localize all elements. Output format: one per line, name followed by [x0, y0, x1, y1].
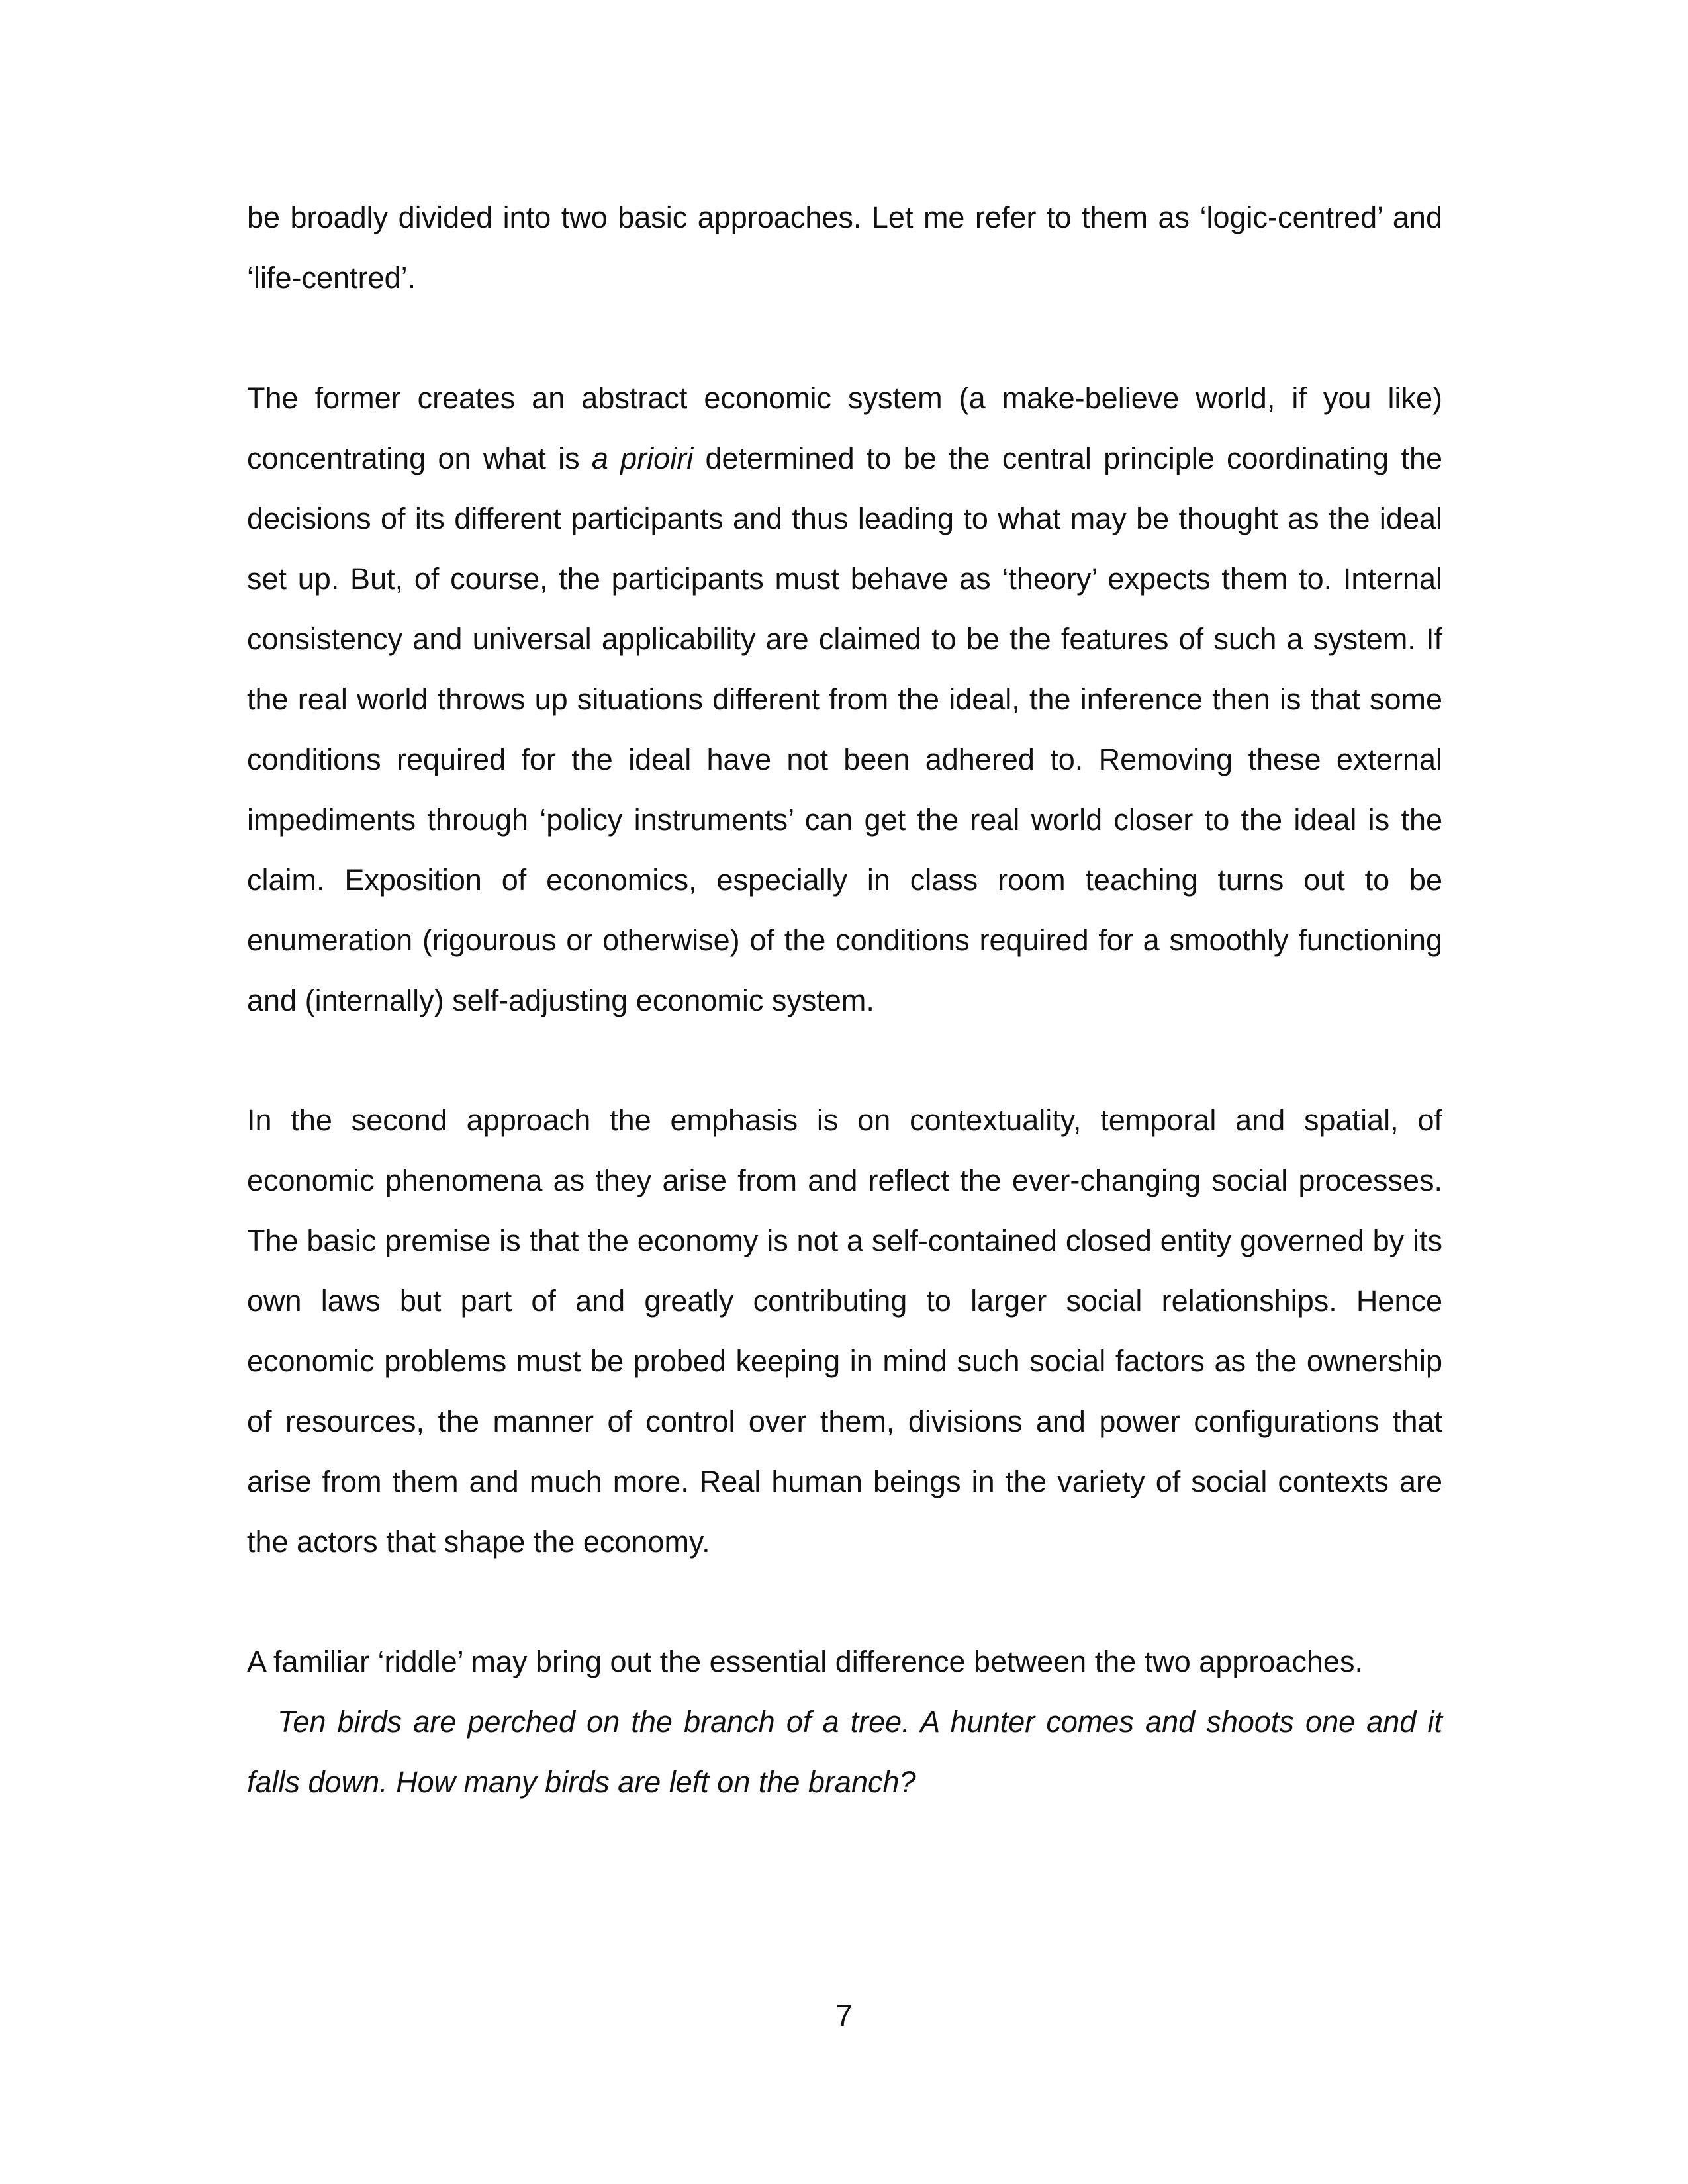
paragraph-approaches-intro: be broadly divided into two basic approaches. Let me refer to them as ‘logic-centred’ and ‘life-centred’.: [247, 201, 1442, 295]
paragraph-logic-centred-after: determined to be the central principle coordinating the decisions of its different participants and thus leading to what may be thought as the ideal set up. But, of course, the participants must behave as ‘theory’ expects them to. Internal consistency and universal applicability are claimed to be the features of such a system. If the real world throws up situations different from the ideal, the inference then is that some conditions required for the ideal have not been adhered to. Removing these external impediments through ‘policy instruments’ can get the real world closer to the ideal is the claim. Exposition of economics, especially in class room teaching turns out to be enumeration (rigourous or otherwise) of the conditions required for a smoothly functioning and (internally) self-adjusting economic system.: [247, 441, 1443, 1017]
paragraph-life-centred: In the second approach the emphasis is on contextuality, temporal and spatial, of economic phenomena as they arise from and reflect the ever-changing social processes. The basic premise is that the economy is not a self-contained closed entity governed by its own laws but part of and greatly contributing to larger social relationships. Hence economic problems must be probed keeping in mind such social factors as the ownership of resources, the manner of control over them, divisions and power configurations that arise from them and much more. Real human beings in the variety of social contexts are the actors that shape the economy.: [247, 1103, 1442, 1559]
paragraph-logic-centred-before: The former creates an abstract economic system (a make-believe world, if you like) concentrating on what is: [247, 381, 1442, 475]
riddle-question: Ten birds are perched on the branch of a tree. A hunter comes and shoots one and it falls down. How many birds are left on the branch?: [247, 1705, 1442, 1799]
paragraph-riddle-intro: A familiar ‘riddle’ may bring out the essential difference between the two approaches.: [247, 1645, 1363, 1678]
page-number: 7: [835, 1999, 853, 2032]
a-prioiri-emphasis: a prioiri: [591, 441, 694, 475]
paragraph-logic-centred: [247, 368, 1442, 1030]
